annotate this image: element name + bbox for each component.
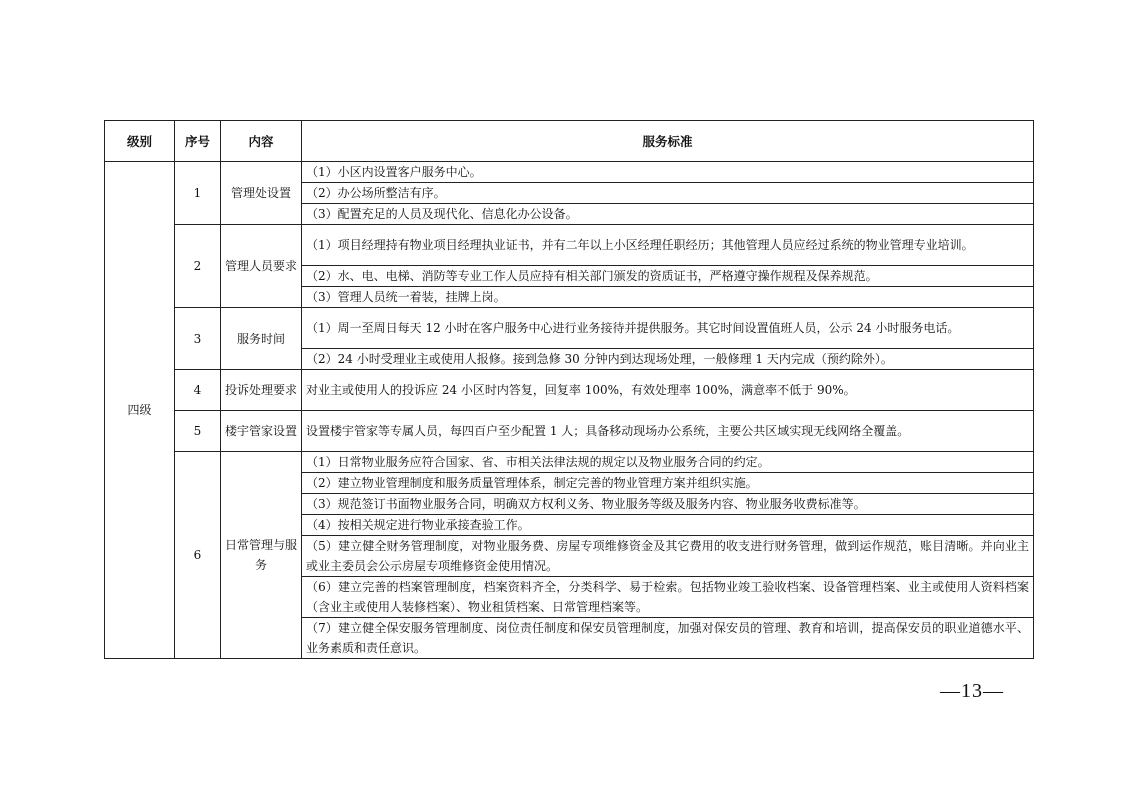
table-row (105, 370, 1034, 411)
standard-item: （3）管理人员统一着装，挂牌上岗。 (302, 287, 1034, 308)
table-row (105, 452, 1034, 473)
content-cell: 服务时间 (221, 308, 302, 370)
seq-cell: 6 (175, 452, 221, 659)
content-cell: 管理处设置 (221, 162, 302, 225)
seq-cell: 1 (175, 162, 221, 225)
standard-item: （1）日常物业服务应符合国家、省、市相关法律法规的规定以及物业服务合同的约定。 (302, 452, 1034, 473)
standard-item: （7）建立健全保安服务管理制度、岗位责任制度和保安员管理制度，加强对保安员的管理、教育和培训，提高保安员的职业道德水平、业务素质和责任意识。 (302, 618, 1034, 659)
header-level: 级别 (105, 121, 175, 162)
seq-cell: 5 (175, 411, 221, 452)
table-row (105, 411, 1034, 452)
standard-item: （3）配置充足的人员及现代化、信息化办公设备。 (302, 204, 1034, 225)
standard-item: 设置楼宇管家等专属人员，每四百户至少配置 1 人；具备移动现场办公系统，主要公共区域实现无线网络全覆盖。 (302, 411, 1034, 452)
standard-item: （3）规范签订书面物业服务合同，明确双方权利义务、物业服务等级及服务内容、物业服务收费标准等。 (302, 494, 1034, 515)
seq-cell: 2 (175, 225, 221, 308)
standard-item: （2）24 小时受理业主或使用人报修。接到急修 30 分钟内到达现场处理，一般修理 1 天内完成（预约除外）。 (302, 349, 1034, 370)
content-cell: 管理人员要求 (221, 225, 302, 308)
header-content: 内容 (221, 121, 302, 162)
content-cell: 日常管理与服务 (221, 452, 302, 659)
standard-item: （2）水、电、电梯、消防等专业工作人员应持有相关部门颁发的资质证书，严格遵守操作规程及保养规范。 (302, 266, 1034, 287)
standard-item: （1）小区内设置客户服务中心。 (302, 162, 1034, 183)
standard-item: （2）建立物业管理制度和服务质量管理体系，制定完善的物业管理方案并组织实施。 (302, 473, 1034, 494)
standard-item: （1）项目经理持有物业项目经理执业证书，并有二年以上小区经理任职经历；其他管理人员应经过系统的物业管理专业培训。 (302, 225, 1034, 266)
page-number: —13— (940, 680, 1004, 702)
header-row (105, 121, 1034, 162)
service-standard-table (104, 120, 1034, 659)
level-cell: 四级 (105, 162, 175, 659)
standard-item: （4）按相关规定进行物业承接查验工作。 (302, 515, 1034, 536)
table-row (105, 308, 1034, 349)
standard-item: （5）建立健全财务管理制度，对物业服务费、房屋专项维修资金及其它费用的收支进行财务管理，做到运作规范，账目清晰。并向业主或业主委员会公示房屋专项维修资金使用情况。 (302, 536, 1034, 577)
seq-cell: 3 (175, 308, 221, 370)
table-row (105, 225, 1034, 266)
content-cell: 楼宇管家设置 (221, 411, 302, 452)
table-row (105, 162, 1034, 183)
seq-cell: 4 (175, 370, 221, 411)
standard-item: （6）建立完善的档案管理制度，档案资料齐全，分类科学、易于检索。包括物业竣工验收档案、设备管理档案、业主或使用人资料档案（含业主或使用人装修档案）、物业租赁档案、日常管理档案等。 (302, 577, 1034, 618)
header-standard: 服务标准 (302, 121, 1034, 162)
standard-item: （1）周一至周日每天 12 小时在客户服务中心进行业务接待并提供服务。其它时间设置值班人员，公示 24 小时服务电话。 (302, 308, 1034, 349)
header-seq: 序号 (175, 121, 221, 162)
standard-item: （2）办公场所整洁有序。 (302, 183, 1034, 204)
content-cell: 投诉处理要求 (221, 370, 302, 411)
standard-item: 对业主或使用人的投诉应 24 小区时内答复，回复率 100%，有效处理率 100%，满意率不低于 90%。 (302, 370, 1034, 411)
